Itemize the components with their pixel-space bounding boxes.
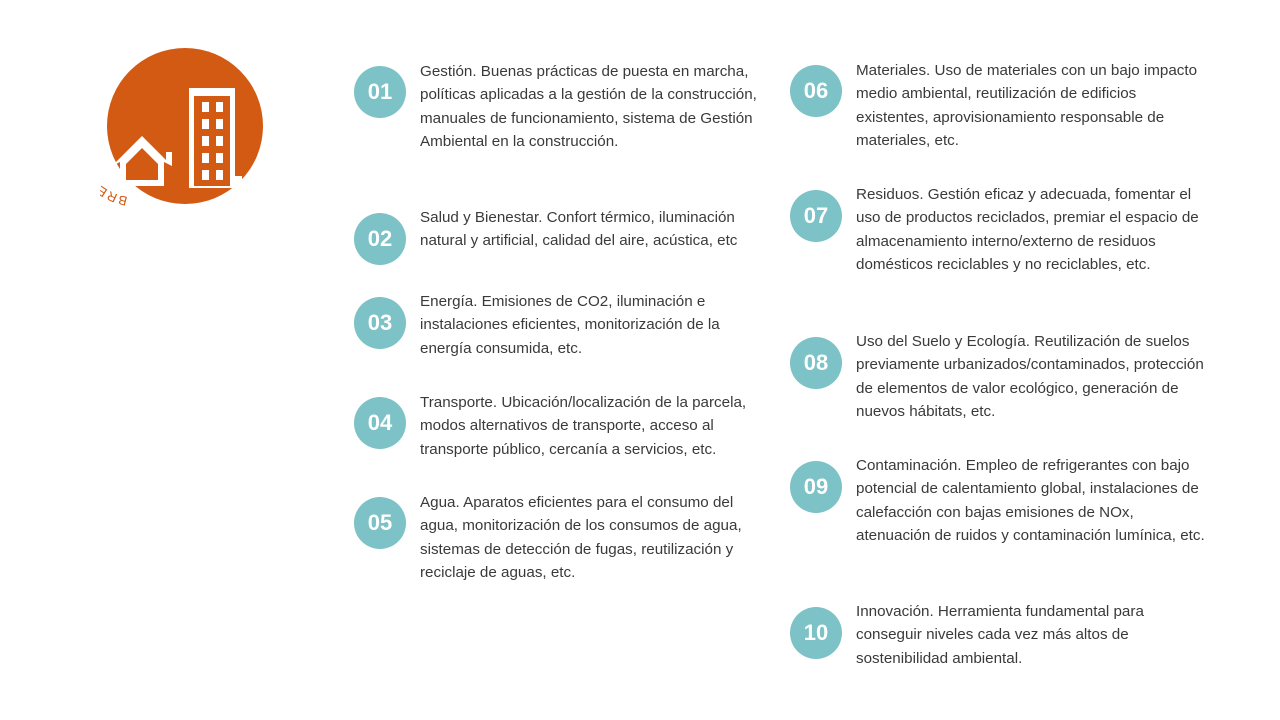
logo-text: BR <box>103 187 129 209</box>
breeam-vivienda-logo <box>100 44 265 209</box>
item-text: Materiales. Uso de materiales con un bajo impacto medio ambiental, reutilización de edificios existentes, aprovisionamiento responsable de materiales, etc. <box>856 62 1198 149</box>
item-text: Contaminación. Empleo de refrigerantes con bajo potencial de calentamiento global, instalaciones de calefacción con bajas emisiones de NOx, atenuación de ruidos y contaminación lumínica, etc. <box>856 457 1205 544</box>
item-number-badge: 02 <box>354 213 406 265</box>
item-text: Agua. Aparatos eficientes para el consumo del agua, monitorización de los consumos de agua, sistemas de detección de fugas, reutilización y reciclaje de aguas, etc. <box>420 494 742 581</box>
item-number-badge: 05 <box>354 497 406 549</box>
item-number-badge: 03 <box>354 297 406 349</box>
item-text: Energía. Emisiones de CO2, iluminación e instalaciones eficientes, monitorización de la energía consumida, etc. <box>420 293 720 357</box>
item-number-badge: 04 <box>354 397 406 449</box>
item-number-badge: 09 <box>790 461 842 513</box>
item-text: Uso del Suelo y Ecología. Reutilización de suelos previamente urbanizados/contaminados, protección de elementos de valor ecológico, generación de nuevos hábitats, etc. <box>856 333 1204 420</box>
item-number-badge: 06 <box>790 65 842 117</box>
item-number-badge: 07 <box>790 190 842 242</box>
item-number-badge: 10 <box>790 607 842 659</box>
item-text: Gestión. Buenas prácticas de puesta en marcha, políticas aplicadas a la gestión de la construcción, manuales de funcionamiento, sistema de Gestión Ambiental en la construcción. <box>420 63 757 150</box>
item-text: Salud y Bienestar. Confort térmico, iluminación natural y artificial, calidad del aire, acústica, etc <box>420 209 738 250</box>
item-text: Transporte. Ubicación/localización de la parcela, modos alternativos de transporte, acceso al transporte público, cercanía a servicios, etc. <box>420 394 747 458</box>
item-number-badge: 08 <box>790 337 842 389</box>
house-and-building-icon <box>100 44 265 209</box>
item-text: Innovación. Herramienta fundamental para conseguir niveles cada vez más altos de sostenibilidad ambiental. <box>856 603 1144 667</box>
item-text: Residuos. Gestión eficaz y adecuada, fomentar el uso de productos reciclados, premiar el espacio de almacenamiento interno/externo de residuos domésticos reciclables y no reciclables, etc. <box>856 186 1199 273</box>
item-number-badge: 01 <box>354 66 406 118</box>
